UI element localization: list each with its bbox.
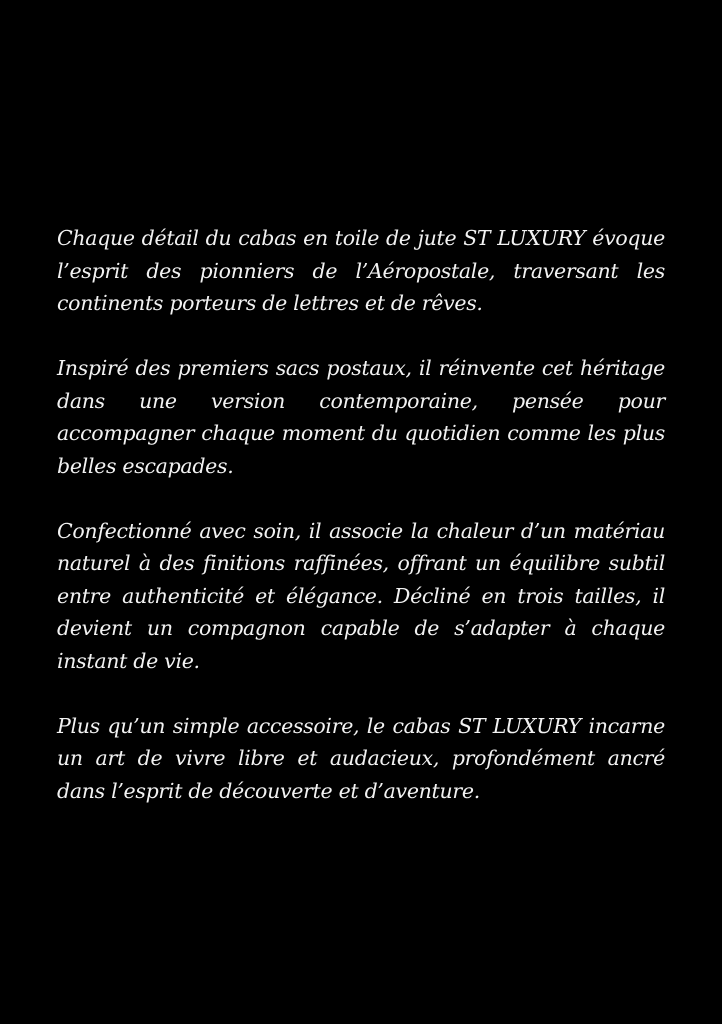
paragraph-heritage: Chaque détail du cabas en toile de jute ST LUXURY évoque l’esprit des pionniers de l’Aéropostale, traversant les continents porteurs de lettres et de rêves. (57, 226, 665, 315)
paragraph-inspiration: Inspiré des premiers sacs postaux, il réinvente cet héritage dans une version contemporaine, pensée pour accompagner chaque moment du quotidien comme les plus belles escapades. (57, 356, 665, 478)
paragraph-craftsmanship: Confectionné avec soin, il associe la chaleur d’un matériau naturel à des finitions raffinées, offrant un équilibre subtil entre authenticité et élégance. Décliné en trois tailles, il devient un compagnon capable de s’adapter à chaque instant de vie. (57, 518, 665, 673)
paragraph-lifestyle: Plus qu’un simple accessoire, le cabas ST LUXURY incarne un art de vivre libre et audacieux, profondément ancré dans l’esprit de découverte et d’aventure. (57, 713, 665, 803)
document-page (57, 222, 665, 807)
